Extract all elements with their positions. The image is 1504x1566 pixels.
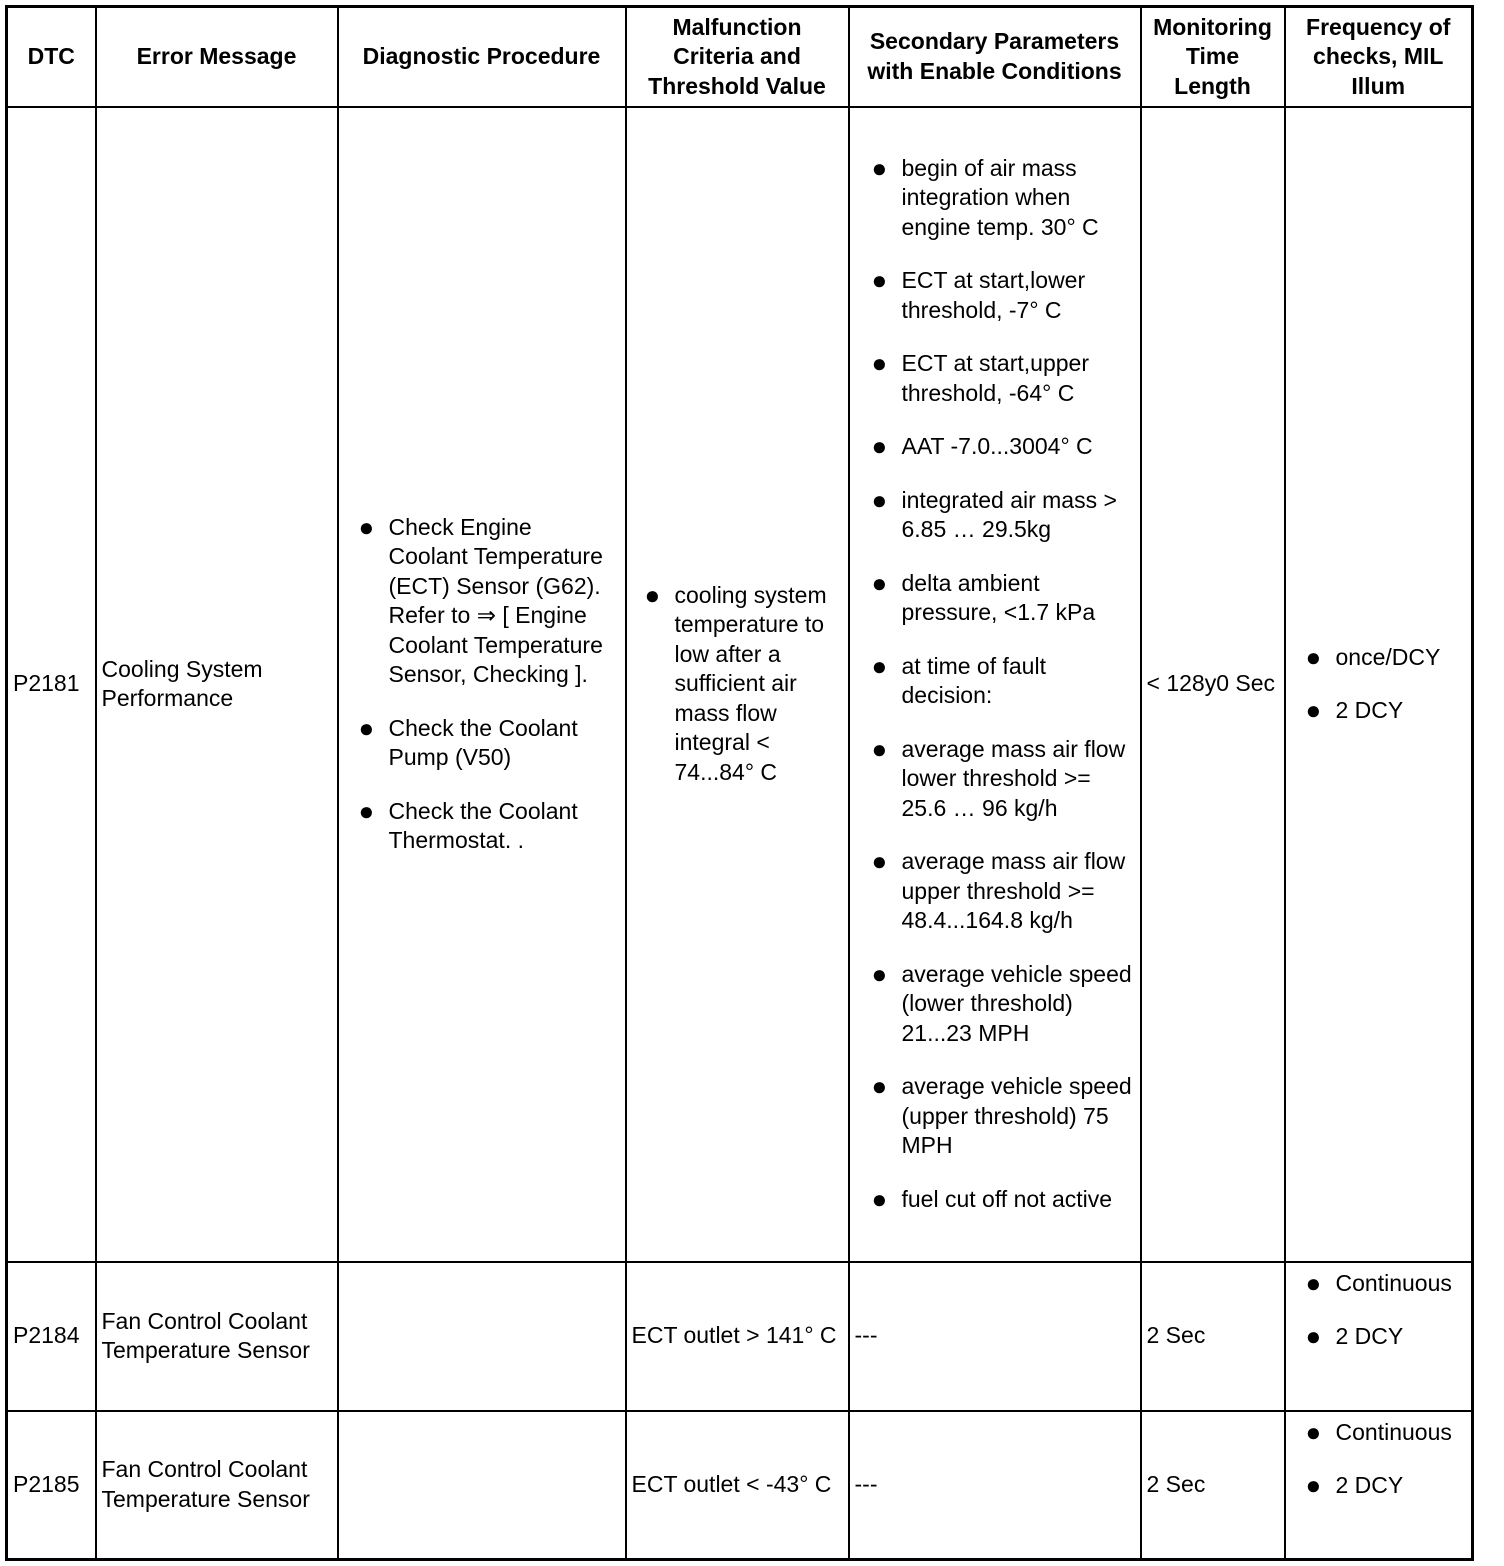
monitoring-time: 2 Sec [1141,1411,1285,1560]
secondary-list [872,154,1136,1215]
monitoring-time: 2 Sec [1141,1262,1285,1411]
bullet-icon: ● [871,348,888,379]
list-item: ● average mass air flow upper threshold >= 48.4...164.8 kg/h [871,846,1126,934]
list-item: ● ECT at start,lower threshold, -7° C [871,265,1086,323]
list-item: ● AAT -7.0...3004° C [871,431,1093,462]
bullet-icon: ● [871,265,888,296]
bullet-icon: ● [1305,695,1322,725]
list-item: ● fuel cut off not active [871,1183,1113,1214]
bullet-icon: ● [871,484,888,515]
table-row [7,107,1473,1262]
list-item: ● at time of fault decision: [871,650,1046,709]
bullet-icon: ● [358,511,375,542]
header-monitoring-time: Monitoring Time Length [1141,7,1285,107]
list-item: ● cooling system temperature to low after a sufficient air mass flow integral < 74...84° C [644,579,827,785]
diagnostic-procedure [338,1411,626,1560]
bullet-icon: ● [871,650,888,681]
bullet-icon: ● [1305,1321,1322,1351]
list-item: ● Check the Coolant Pump (V50) [358,712,578,770]
malfunction-criteria: ECT outlet > 141° C [626,1262,849,1411]
header-secondary-parameters: Secondary Parameters with Enable Conditions [849,7,1141,107]
list-item: ● integrated air mass > 6.85 … 29.5kg [871,484,1117,543]
frequency-list [1306,1418,1468,1501]
dtc-code: P2181 [7,107,96,1262]
diagnostic-procedure [338,1262,626,1411]
bullet-icon: ● [1305,641,1322,672]
secondary-parameters [849,107,1141,1262]
malfunction-criteria [626,107,849,1262]
list-item: ● Continuous [1305,1267,1452,1298]
bullet-icon: ● [358,712,375,743]
criteria-list [645,581,842,788]
list-item: ● average vehicle speed (upper threshold) 75 MPH [871,1071,1132,1159]
list-item: ● 2 DCY [1305,1470,1404,1500]
bullet-icon: ● [871,431,888,462]
header-malfunction-criteria: Malfunction Criteria and Threshold Value [626,7,849,107]
frequency-list [1306,643,1468,726]
list-item: ● 2 DCY [1305,695,1404,725]
list-item: ● average vehicle speed (lower threshold) 21...23 MPH [871,958,1132,1046]
bullet-icon: ● [871,846,888,877]
bullet-icon: ● [871,567,888,598]
diagnostic-procedure [338,107,626,1262]
header-row [7,7,1473,107]
bullet-icon: ● [358,795,375,826]
dtc-table [5,5,1474,1561]
frequency [1285,107,1473,1262]
list-item: ● Continuous [1305,1416,1452,1447]
secondary-parameters: --- [849,1411,1141,1560]
header-error-message: Error Message [96,7,338,107]
header-dtc: DTC [7,7,96,107]
bullet-icon: ● [871,152,888,183]
header-frequency: Frequency of checks, MIL Illum [1285,7,1473,107]
bullet-icon: ● [1305,1267,1322,1298]
list-item: ● ECT at start,upper threshold, -64° C [871,348,1089,406]
list-item: ● 2 DCY [1305,1321,1404,1351]
table-row [7,1411,1473,1560]
malfunction-criteria: ECT outlet < -43° C [626,1411,849,1560]
bullet-icon: ● [644,579,661,610]
error-message: Fan Control Coolant Temperature Sensor [96,1262,338,1411]
error-message: Cooling System Performance [96,107,338,1262]
secondary-parameters: --- [849,1262,1141,1411]
bullet-icon: ● [871,1183,888,1214]
dtc-code: P2184 [7,1262,96,1411]
frequency [1285,1411,1473,1560]
list-item: ● once/DCY [1305,641,1441,672]
header-diagnostic-procedure: Diagnostic Procedure [338,7,626,107]
bullet-icon: ● [1305,1470,1322,1500]
list-item: ● Check the Coolant Thermostat. . [358,795,578,853]
frequency-list [1306,1269,1468,1352]
monitoring-time: < 128y0 Sec [1141,107,1285,1262]
procedure-list [359,513,615,856]
dtc-code: P2185 [7,1411,96,1560]
list-item: ● Check Engine Coolant Temperature (ECT) Sensor (G62). Refer to ⇒ [ Engine Coolant Temperature Sensor, Checking ]. [358,511,603,687]
list-item: ● average mass air flow lower threshold >= 25.6 … 96 kg/h [871,733,1126,821]
list-item: ● delta ambient pressure, <1.7 kPa [871,567,1096,626]
list-item: ● begin of air mass integration when engine temp. 30° C [871,152,1099,240]
bullet-icon: ● [1305,1416,1322,1447]
frequency [1285,1262,1473,1411]
bullet-icon: ● [871,1071,888,1102]
error-message: Fan Control Coolant Temperature Sensor [96,1411,338,1560]
table-row [7,1262,1473,1411]
bullet-icon: ● [871,958,888,989]
bullet-icon: ● [871,733,888,764]
